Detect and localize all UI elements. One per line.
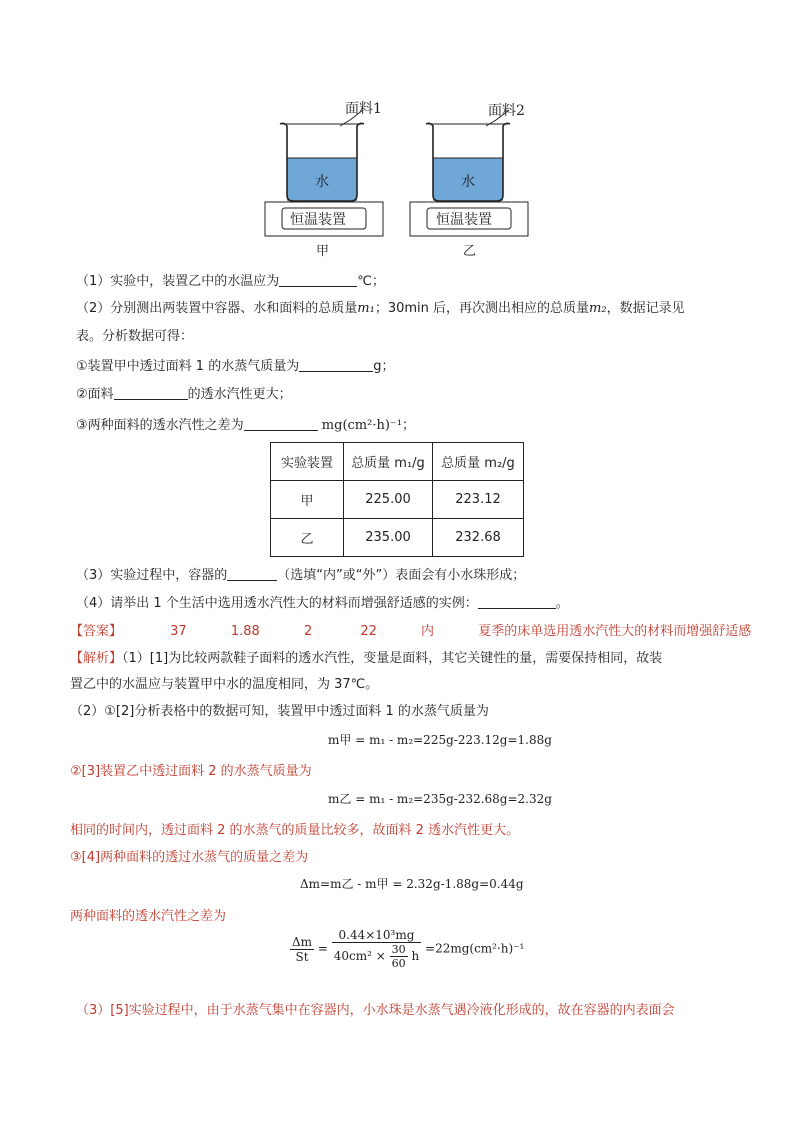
table-header-cell: 总质量 m₁/g <box>344 443 433 481</box>
analysis-line-8: （3）[5]实验过程中，由于水蒸气集中在容器内，小水珠是水蒸气遇冷液化形成的，故在容器的内表面会 <box>76 1003 675 1018</box>
question-2-line1: （2）分别测出两装置中容器、水和面料的总质量m₁；30min 后，再次测出相应的总质量m₂，数据记录见 <box>76 301 685 316</box>
answer-line: 【答案】 37 1.88 2 22 内 夏季的床单选用透水汽性大的材料而增强舒适感 <box>70 624 752 639</box>
table-cell: 223.12 <box>433 481 524 519</box>
caption-b: 乙 <box>463 244 477 259</box>
table-cell: 225.00 <box>344 481 433 519</box>
analysis-line-1: 【解析】（1）[1]为比较两款鞋子面料的透水汽性，变量是面料，其它关键性的量，需要保持相同，故装 <box>70 651 663 666</box>
device-a-label: 恒温装置 <box>290 212 346 228</box>
table-header-cell: 总质量 m₂/g <box>433 443 524 481</box>
formula-2: m乙 = m₁ - m₂=235g-232.68g=2.32g <box>328 792 552 806</box>
table-row <box>271 481 524 519</box>
analysis-line-5: 相同的时间内，透过面料 2 的水蒸气的质量比较多，故面料 2 透水汽性更大。 <box>70 823 520 838</box>
table-cell: 甲 <box>271 481 344 519</box>
water-label-b: 水 <box>461 174 475 190</box>
question-2a: ①装置甲中透过面料 1 的水蒸气质量为 g； <box>76 359 395 374</box>
fabric-1-label: 面料1 <box>345 101 382 117</box>
table-header-cell: 实验装置 <box>271 443 344 481</box>
table-row <box>271 519 524 557</box>
question-2c: ③两种面料的透水汽性之差为 mg(cm²·h)⁻¹； <box>76 418 416 433</box>
question-2b: ②面料 的透水汽性更大； <box>76 387 292 402</box>
question-2-line2: 表。分析数据可得： <box>76 329 194 344</box>
formula-4: $\frac{\Delta m}{St}$ = 0.44×10³mg 40cm² × $\frac{30}{60}$ h =22mg(cm²·h)⁻¹ <box>292 928 525 970</box>
table-cell: 235.00 <box>344 519 433 557</box>
question-3: （3）实验过程中，容器的 （选填“内”或“外”）表面会有小水珠形成； <box>76 568 526 583</box>
question-4: （4）请举出 1 个生活中选用透水汽性大的材料而增强舒适感的实例： 。 <box>76 596 569 611</box>
table-cell: 232.68 <box>433 519 524 557</box>
question-1: （1）实验中，装置乙中的水温应为 ℃； <box>76 274 385 289</box>
analysis-line-2: 置乙中的水温应与装置甲中水的温度相同，为 37℃。 <box>70 677 379 692</box>
fabric-2-label: 面料2 <box>488 103 525 119</box>
analysis-line-7: 两种面料的透水汽性之差为 <box>70 909 227 924</box>
analysis-line-6: ③[4]两种面料的透过水蒸气的质量之差为 <box>70 850 309 865</box>
device-b-label: 恒温装置 <box>436 212 492 228</box>
analysis-line-3: （2）①[2]分析表格中的数据可知，装置甲中透过面料 1 的水蒸气质量为 <box>70 704 489 719</box>
formula-1: m甲 = m₁ - m₂=225g-223.12g=1.88g <box>328 733 552 747</box>
answer-label: 【答案】 <box>70 624 123 639</box>
data-table <box>270 442 524 557</box>
table-cell: 乙 <box>271 519 344 557</box>
table-header-row <box>271 443 524 481</box>
formula-3: Δm=m乙 - m甲 = 2.32g-1.88g=0.44g <box>300 877 524 891</box>
caption-a: 甲 <box>316 244 330 259</box>
analysis-line-4: ②[3]装置乙中透过面料 2 的水蒸气质量为 <box>70 764 312 779</box>
water-label-a: 水 <box>315 174 329 190</box>
